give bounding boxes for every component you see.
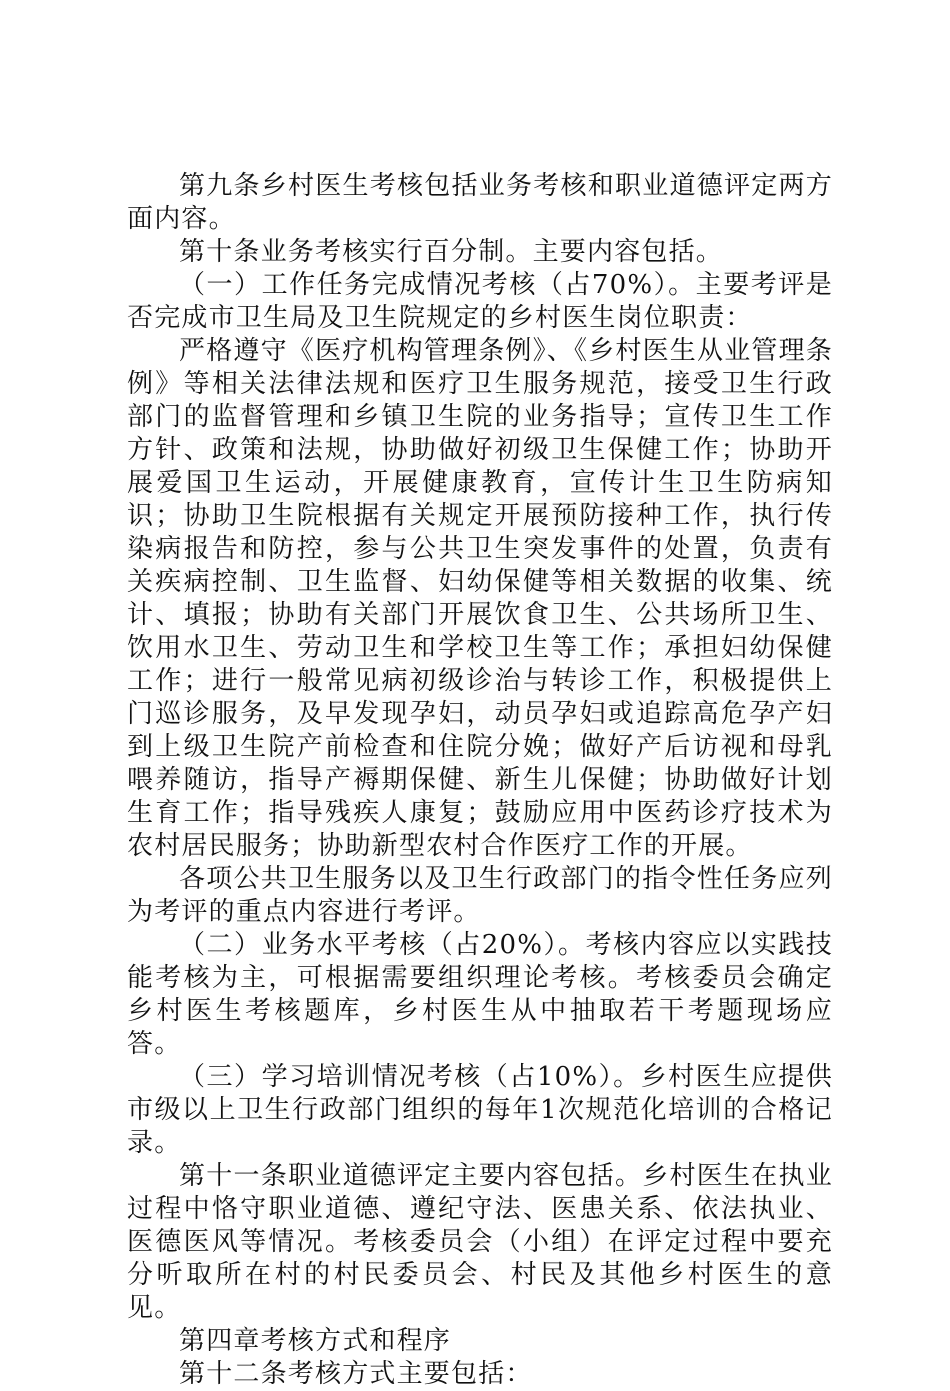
paragraph-public-health: 各项公共卫生服务以及卫生行政部门的指令性任务应列为考评的重点内容进行考评。 <box>127 864 833 927</box>
paragraph-article-11: 第十一条职业道德评定主要内容包括。乡村医生在执业过程中恪守职业道德、遵纪守法、医患关系、依法执业、医德医风等情况。考核委员会（小组）在评定过程中要充分听取所在村的村民委员会、村民及其他乡村医生的意见。 <box>127 1161 833 1323</box>
paragraph-item-2: （二）业务水平考核（占20%）。考核内容应以实践技能考核为主，可根据需要组织理论考核。考核委员会确定乡村医生考核题库，乡村医生从中抽取若干考题现场应答。 <box>127 930 833 1059</box>
paragraph-item-1: （一）工作任务完成情况考核（占70%）。主要考评是否完成市卫生局及卫生院规定的乡村医生岗位职责： <box>127 270 833 333</box>
paragraph-item-3: （三）学习培训情况考核（占10%）。乡村医生应提供市级以上卫生行政部门组织的每年1次规范化培训的合格记录。 <box>127 1062 833 1158</box>
chapter-heading-4: 第四章考核方式和程序 <box>179 1326 452 1356</box>
paragraph-duties: 严格遵守《医疗机构管理条例》、《乡村医生从业管理条例》等相关法律法规和医疗卫生服务规范，接受卫生行政部门的监督管理和乡镇卫生院的业务指导；宣传卫生工作方针、政策和法规，协助做好初级卫生保健工作；协助开展爱国卫生运动，开展健康教育，宣传计生卫生防病知识；协助卫生院根据有关规定开展预防接种工作，执行传染病报告和防控，参与公共卫生突发事件的处置，负责有关疾病控制、卫生监督、妇幼保健等相关数据的收集、统计、填报；协助有关部门开展饮食卫生、公共场所卫生、饮用水卫生、劳动卫生和学校卫生等工作；承担妇幼保健工作；进行一般常见病初级诊治与转诊工作，积极提供上门巡诊服务，及早发现孕妇，动员孕妇或追踪高危孕产妇到上级卫生院产前检查和住院分娩；做好产后访视和母乳喂养随访，指导产褥期保健、新生儿保健；协助做好计划生育工作；指导残疾人康复；鼓励应用中医药诊疗技术为农村居民服务；协助新型农村合作医疗工作的开展。 <box>127 336 834 861</box>
document-body <box>127 170 833 1391</box>
paragraph-article-9: 第九条乡村医生考核包括业务考核和职业道德评定两方面内容。 <box>127 171 833 234</box>
paragraph-article-10: 第十条业务考核实行百分制。主要内容包括。 <box>179 237 724 267</box>
paragraph-article-12: 第十二条考核方式主要包括： <box>179 1359 533 1389</box>
